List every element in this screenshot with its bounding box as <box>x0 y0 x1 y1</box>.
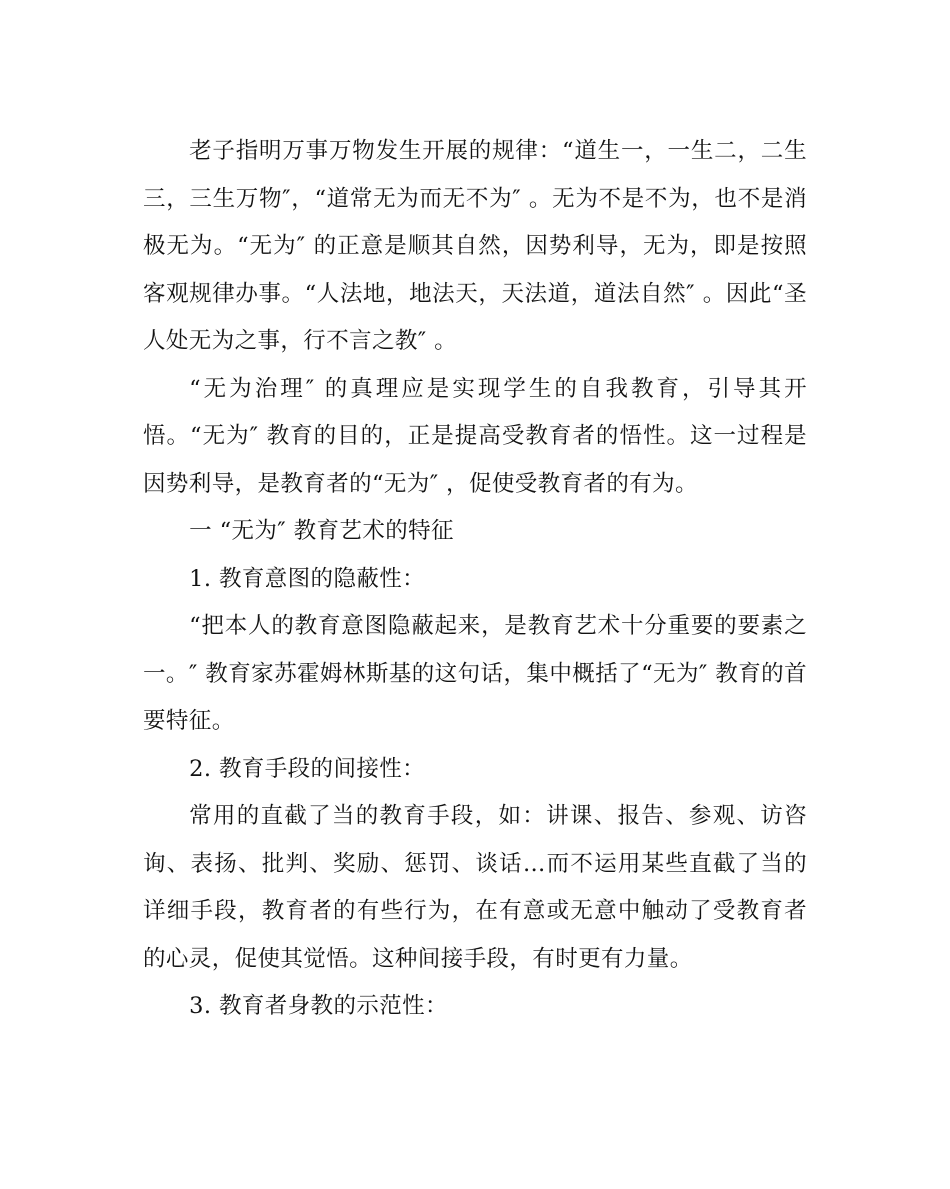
paragraph-sukhomlinsky-quote: “把本人的教育意图隐蔽起来，是教育艺术十分重要的要素之一。″ 教育家苏霍姆林斯基的这句话，集中概括了“无为″ 教育的首要特征。 <box>143 613 807 734</box>
subheading-indirect-means: 2. 教育手段的间接性： <box>189 755 426 782</box>
subheading-exemplary-teaching: 3. 教育者身教的示范性： <box>189 993 448 1019</box>
paragraph-wuwei-management: “无为治理″ 的真理应是实现学生的自我教育，引导其开悟。“无为″ 教育的目的，正是提高受教育者的悟性。这一过程是因势利导，是教育者的“无为″ ，促使受教育者的有为。 <box>143 375 807 497</box>
document-body <box>143 128 807 1031</box>
subheading-intent-concealment: 1. 教育意图的隐蔽性： <box>189 565 426 592</box>
paragraph-laozi-law: 老子指明万事万物发生开展的规律：“道生一，一生二，二生三，三生万物″，“道常无为而无不为″ 。无为不是不为，也不是消极无为。“无为″ 的正意是顺其自然，因势利导，无为，即是按照客观规律办事。“人法地，地法天，天法道，道法自然″ 。因此“圣人处无为之事，行不言之教″ 。 <box>143 138 807 354</box>
section-heading-features: 一 “无为″ 教育艺术的特征 <box>189 518 454 544</box>
paragraph-indirect-means: 常用的直截了当的教育手段，如：讲课、报告、参观、访咨询、表扬、批判、奖励、惩罚、谈话…而不运用某些直截了当的详细手段，教育者的有些行为，在有意或无意中触动了受教育者的心灵，促使其觉悟。这种间接手段，有时更有力量。 <box>143 803 807 972</box>
